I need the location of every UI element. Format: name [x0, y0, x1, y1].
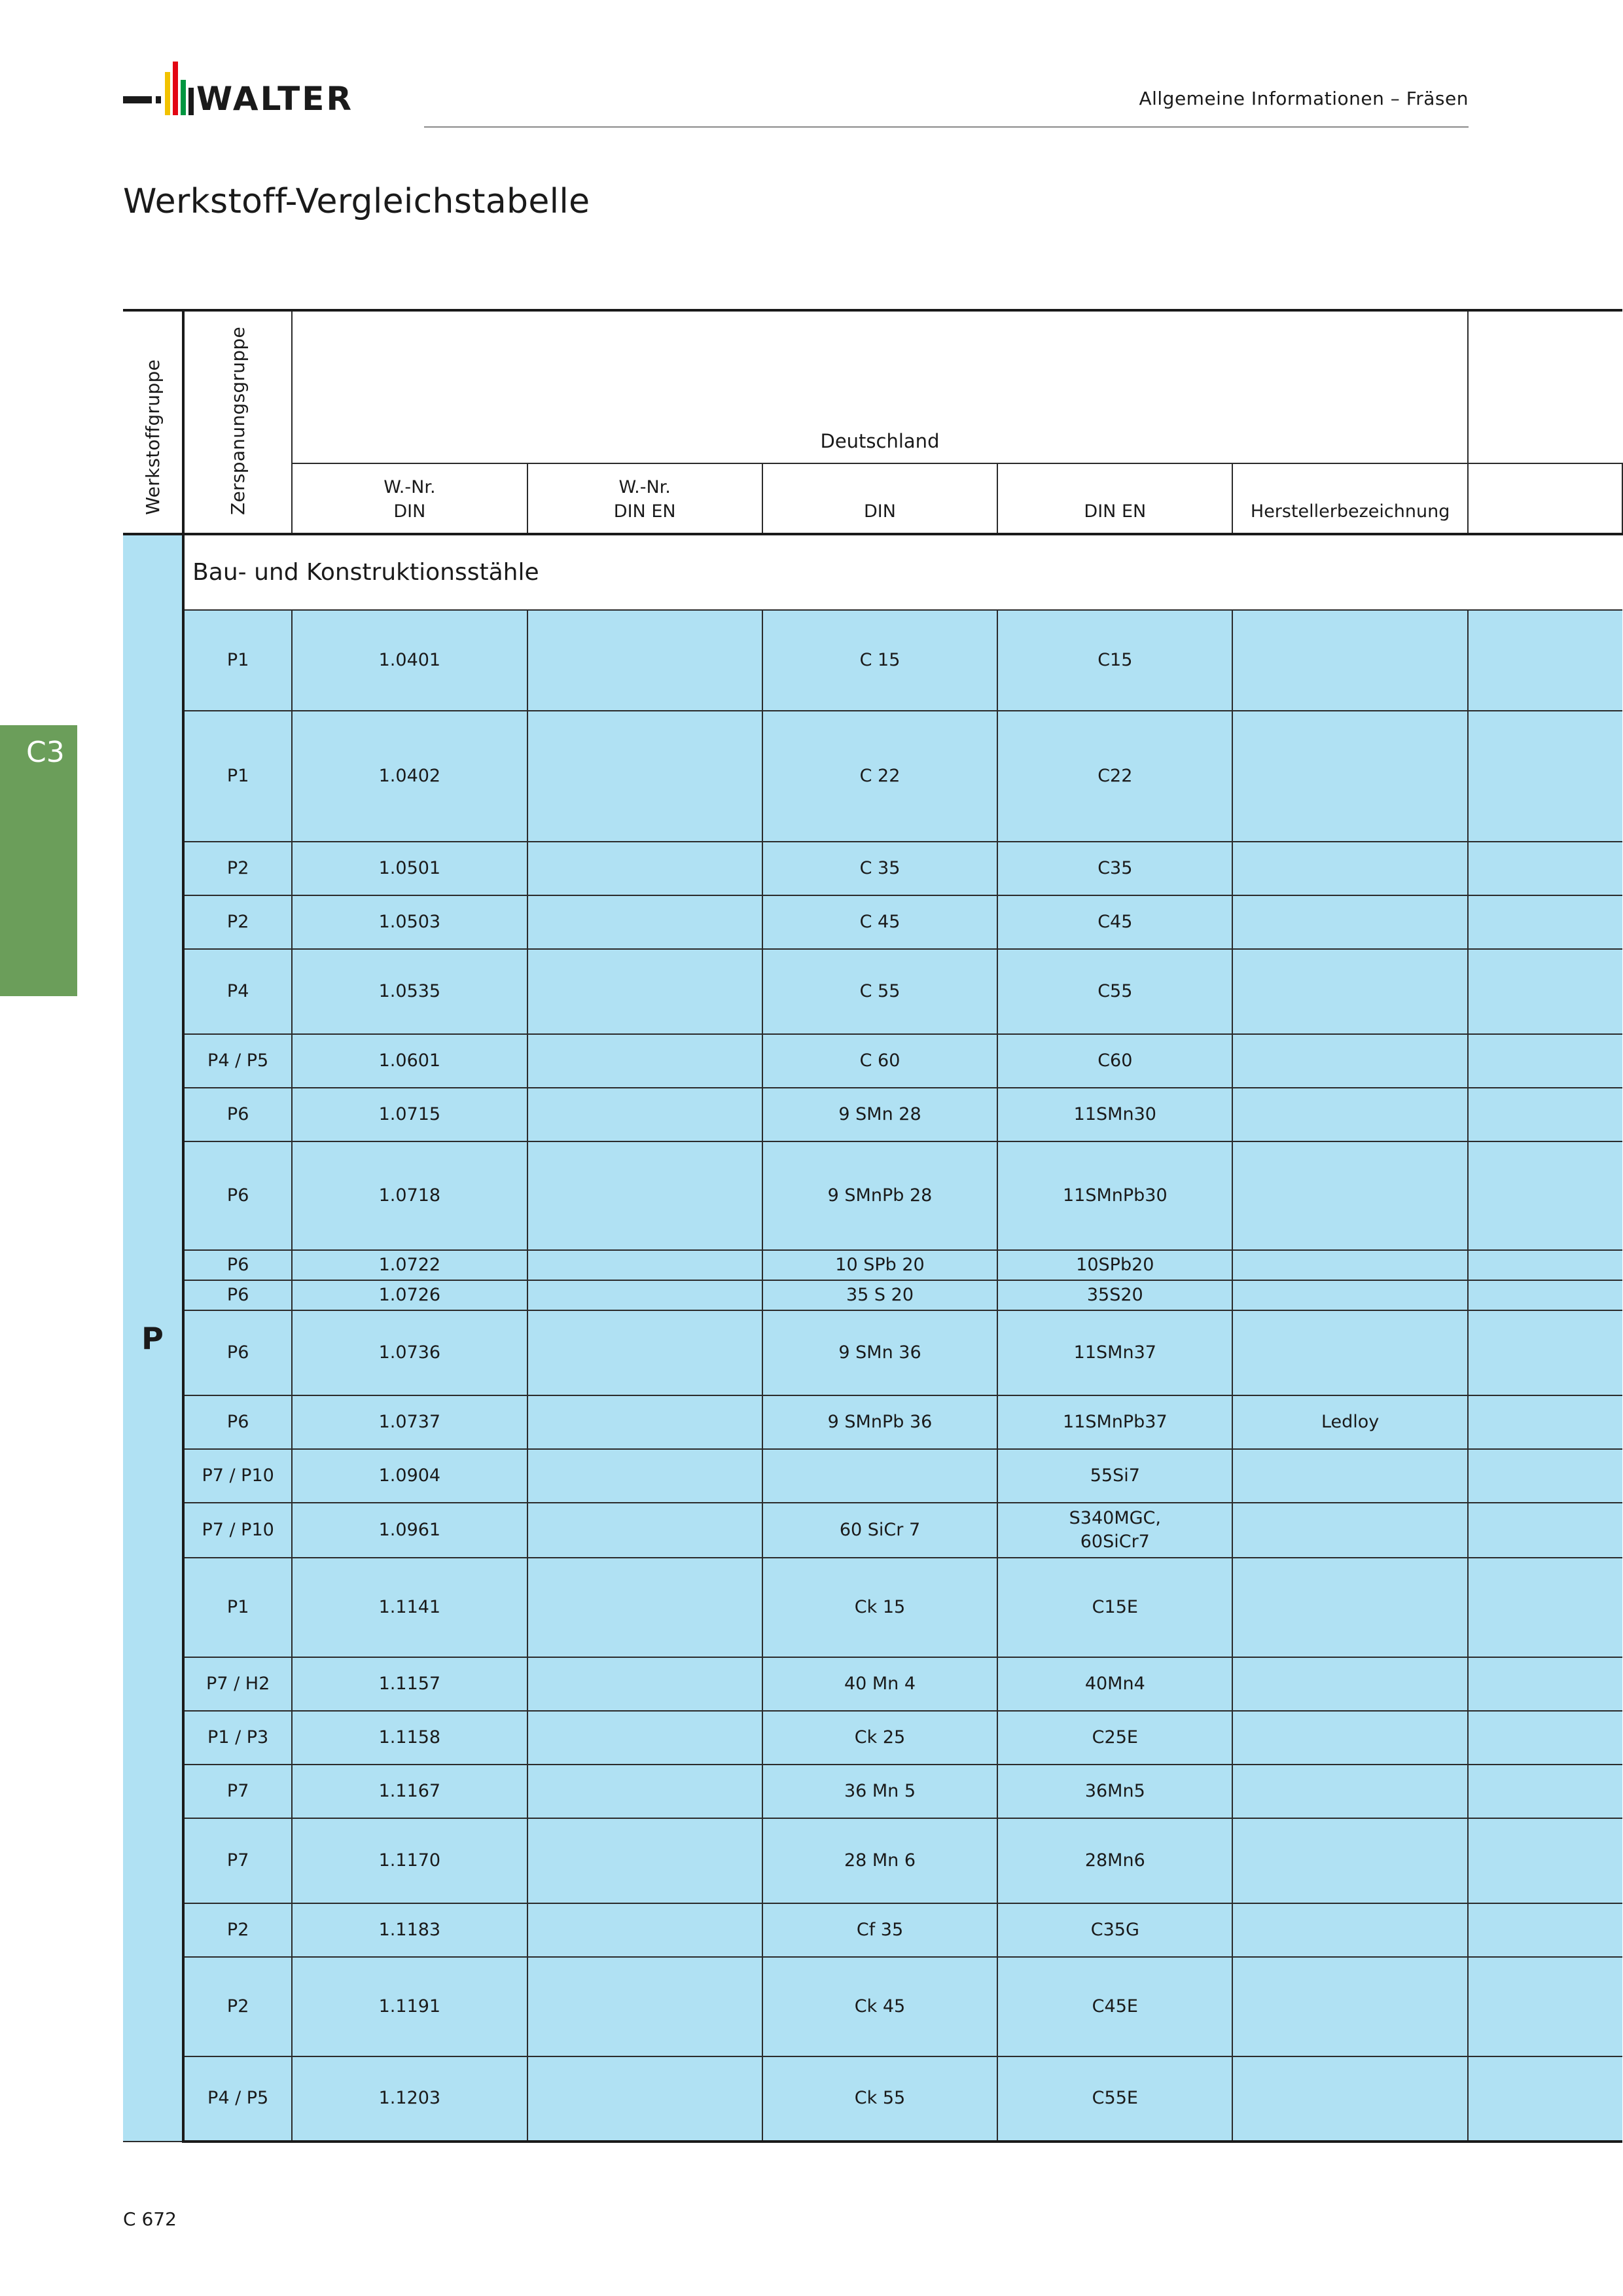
cell-din: 28 Mn 6 — [762, 1818, 997, 1903]
cell-wnr-din: 1.0737 — [292, 1395, 527, 1449]
cell-wnr-din: 1.0503 — [292, 895, 527, 949]
cell-din: 9 SMn 36 — [762, 1310, 997, 1395]
cell-hersteller — [1232, 1250, 1467, 1280]
cell-din: Cf 35 — [762, 1903, 997, 1957]
walter-logo — [123, 60, 398, 132]
group-letter: P — [123, 534, 183, 2142]
cell-din: C 15 — [762, 610, 997, 711]
cell-din: 9 SMnPb 28 — [762, 1141, 997, 1250]
table-row — [123, 1903, 1622, 1957]
cell-wnr-dinen — [527, 1088, 762, 1141]
cell-next-country — [1468, 2056, 1622, 2142]
cell-zsp: P4 — [183, 949, 292, 1034]
cell-wnr-din: 1.1170 — [292, 1818, 527, 1903]
table-row — [123, 1558, 1622, 1657]
cell-dinen: C35 — [997, 842, 1232, 895]
cell-din: 9 SMnPb 36 — [762, 1395, 997, 1449]
cell-wnr-dinen — [527, 1558, 762, 1657]
cell-dinen: 11SMnPb37 — [997, 1395, 1232, 1449]
cell-wnr-din: 1.1157 — [292, 1657, 527, 1711]
cell-wnr-din: 1.0961 — [292, 1503, 527, 1558]
cell-wnr-din: 1.0718 — [292, 1141, 527, 1250]
cell-wnr-din: 1.1158 — [292, 1711, 527, 1765]
cell-wnr-dinen — [527, 2056, 762, 2142]
cell-din: 40 Mn 4 — [762, 1657, 997, 1711]
cell-wnr-din: 1.1167 — [292, 1765, 527, 1818]
cell-hersteller — [1232, 1711, 1467, 1765]
cell-dinen: 11SMn30 — [997, 1088, 1232, 1141]
cell-next-country — [1468, 1250, 1622, 1280]
cell-hersteller — [1232, 1141, 1467, 1250]
cell-next-country — [1468, 1818, 1622, 1903]
cell-din: C 55 — [762, 949, 997, 1034]
cell-next-country — [1468, 610, 1622, 711]
cell-zsp: P6 — [183, 1280, 292, 1310]
table-row — [123, 1765, 1622, 1818]
cell-hersteller — [1232, 1449, 1467, 1503]
cell-dinen: S340MGC, 60SiCr7 — [997, 1503, 1232, 1558]
cell-next-country — [1468, 1141, 1622, 1250]
cell-zsp: P2 — [183, 895, 292, 949]
cell-wnr-dinen — [527, 1657, 762, 1711]
chapter-tab-label: C3 — [26, 736, 65, 769]
cell-din: 60 SiCr 7 — [762, 1503, 997, 1558]
cell-wnr-dinen — [527, 949, 762, 1034]
cell-wnr-dinen — [527, 1280, 762, 1310]
logo-wordmark: WALTER — [196, 80, 353, 118]
table-row — [123, 1818, 1622, 1903]
table-row — [123, 1711, 1622, 1765]
cell-zsp: P4 / P5 — [183, 2056, 292, 2142]
cell-hersteller — [1232, 711, 1467, 842]
cell-din: Ck 45 — [762, 1957, 997, 2056]
cell-din: 36 Mn 5 — [762, 1765, 997, 1818]
cell-dinen: 40Mn4 — [997, 1657, 1232, 1711]
cell-wnr-dinen — [527, 1957, 762, 2056]
header-country: Deutschland — [292, 310, 1468, 463]
cell-wnr-din: 1.1183 — [292, 1903, 527, 1957]
material-comparison-table — [123, 309, 1623, 2143]
header-next-country-sub — [1468, 463, 1622, 534]
cell-din: Ck 15 — [762, 1558, 997, 1657]
cell-dinen: 11SMn37 — [997, 1310, 1232, 1395]
cell-wnr-din: 1.0601 — [292, 1034, 527, 1088]
cell-dinen: C25E — [997, 1711, 1232, 1765]
header-hersteller: Herstellerbezeichnung — [1232, 463, 1467, 534]
page-number: C 672 — [123, 2208, 177, 2230]
cell-hersteller — [1232, 1765, 1467, 1818]
cell-wnr-din: 1.1191 — [292, 1957, 527, 2056]
cell-zsp: P7 / H2 — [183, 1657, 292, 1711]
cell-dinen: C35G — [997, 1903, 1232, 1957]
cell-wnr-din: 1.0715 — [292, 1088, 527, 1141]
cell-zsp: P2 — [183, 842, 292, 895]
cell-hersteller — [1232, 1558, 1467, 1657]
header-din: DIN — [762, 463, 997, 534]
cell-wnr-dinen — [527, 1449, 762, 1503]
table-row — [123, 1957, 1622, 2056]
section-title: Bau- und Konstruktionsstähle — [183, 534, 1622, 610]
cell-hersteller — [1232, 949, 1467, 1034]
cell-wnr-dinen — [527, 1903, 762, 1957]
cell-next-country — [1468, 1280, 1622, 1310]
cell-next-country — [1468, 1088, 1622, 1141]
cell-dinen: C22 — [997, 711, 1232, 842]
cell-next-country — [1468, 1449, 1622, 1503]
cell-next-country — [1468, 1903, 1622, 1957]
table-row — [123, 842, 1622, 895]
section-heading: Allgemeine Informationen – Fräsen — [1139, 88, 1469, 109]
cell-next-country — [1468, 1558, 1622, 1657]
chapter-tab — [0, 725, 77, 996]
cell-wnr-din: 1.0535 — [292, 949, 527, 1034]
cell-dinen: C60 — [997, 1034, 1232, 1088]
cell-wnr-dinen — [527, 1765, 762, 1818]
header-wnr-dinen: W.-Nr. DIN EN — [527, 463, 762, 534]
cell-next-country — [1468, 1503, 1622, 1558]
cell-wnr-dinen — [527, 1503, 762, 1558]
cell-hersteller — [1232, 1657, 1467, 1711]
header-werkstoffgruppe: Werkstoffgruppe — [123, 310, 183, 534]
cell-din: C 35 — [762, 842, 997, 895]
cell-next-country — [1468, 1034, 1622, 1088]
cell-hersteller — [1232, 610, 1467, 711]
cell-dinen: C15 — [997, 610, 1232, 711]
cell-zsp: P4 / P5 — [183, 1034, 292, 1088]
cell-next-country — [1468, 1395, 1622, 1449]
cell-hersteller — [1232, 1903, 1467, 1957]
header-zerspanungsgruppe: Zerspanungsgruppe — [183, 310, 292, 534]
cell-din: C 45 — [762, 895, 997, 949]
table-row — [123, 1503, 1622, 1558]
header-dinen: DIN EN — [997, 463, 1232, 534]
cell-zsp: P7 — [183, 1765, 292, 1818]
header-next-country — [1468, 310, 1622, 463]
table-row — [123, 1250, 1622, 1280]
cell-din: C 60 — [762, 1034, 997, 1088]
cell-wnr-din: 1.1141 — [292, 1558, 527, 1657]
cell-zsp: P6 — [183, 1141, 292, 1250]
cell-wnr-din: 1.1203 — [292, 2056, 527, 2142]
cell-wnr-dinen — [527, 1034, 762, 1088]
cell-wnr-dinen — [527, 610, 762, 711]
cell-wnr-dinen — [527, 842, 762, 895]
cell-zsp: P7 / P10 — [183, 1449, 292, 1503]
cell-hersteller — [1232, 1088, 1467, 1141]
cell-dinen: C45 — [997, 895, 1232, 949]
cell-next-country — [1468, 842, 1622, 895]
table-row — [123, 1088, 1622, 1141]
cell-dinen: C55E — [997, 2056, 1232, 2142]
cell-din: 9 SMn 28 — [762, 1088, 997, 1141]
table-row — [123, 2056, 1622, 2142]
cell-wnr-dinen — [527, 895, 762, 949]
cell-hersteller — [1232, 842, 1467, 895]
cell-dinen: C15E — [997, 1558, 1232, 1657]
cell-zsp: P7 / P10 — [183, 1503, 292, 1558]
cell-dinen: 10SPb20 — [997, 1250, 1232, 1280]
cell-din: 10 SPb 20 — [762, 1250, 997, 1280]
cell-next-country — [1468, 1657, 1622, 1711]
cell-wnr-din: 1.0726 — [292, 1280, 527, 1310]
cell-zsp: P2 — [183, 1903, 292, 1957]
cell-zsp: P7 — [183, 1818, 292, 1903]
table-row — [123, 895, 1622, 949]
table-row — [123, 610, 1622, 711]
cell-zsp: P6 — [183, 1310, 292, 1395]
page-title: Werkstoff-Vergleichstabelle — [123, 182, 590, 221]
cell-wnr-dinen — [527, 1818, 762, 1903]
cell-dinen: C55 — [997, 949, 1232, 1034]
cell-zsp: P1 / P3 — [183, 1711, 292, 1765]
cell-zsp: P6 — [183, 1395, 292, 1449]
table-row — [123, 1141, 1622, 1250]
cell-hersteller — [1232, 895, 1467, 949]
table-row — [123, 1657, 1622, 1711]
cell-wnr-din: 1.0736 — [292, 1310, 527, 1395]
table-row — [123, 711, 1622, 842]
cell-din: Ck 55 — [762, 2056, 997, 2142]
cell-hersteller — [1232, 1503, 1467, 1558]
header-wnr-din: W.-Nr. DIN — [292, 463, 527, 534]
cell-next-country — [1468, 949, 1622, 1034]
cell-next-country — [1468, 895, 1622, 949]
cell-hersteller — [1232, 1310, 1467, 1395]
cell-din: C 22 — [762, 711, 997, 842]
cell-hersteller: Ledloy — [1232, 1395, 1467, 1449]
table-row — [123, 949, 1622, 1034]
cell-dinen: 35S20 — [997, 1280, 1232, 1310]
cell-wnr-din: 1.0401 — [292, 610, 527, 711]
cell-hersteller — [1232, 1957, 1467, 2056]
cell-hersteller — [1232, 1818, 1467, 1903]
cell-dinen: 28Mn6 — [997, 1818, 1232, 1903]
cell-dinen: 55Si7 — [997, 1449, 1232, 1503]
cell-next-country — [1468, 1310, 1622, 1395]
cell-zsp: P1 — [183, 711, 292, 842]
cell-wnr-dinen — [527, 1310, 762, 1395]
cell-next-country — [1468, 1957, 1622, 2056]
table-row — [123, 1034, 1622, 1088]
cell-din: 35 S 20 — [762, 1280, 997, 1310]
cell-zsp: P1 — [183, 610, 292, 711]
table-row — [123, 1310, 1622, 1395]
cell-dinen: 36Mn5 — [997, 1765, 1232, 1818]
cell-hersteller — [1232, 1280, 1467, 1310]
cell-next-country — [1468, 711, 1622, 842]
header-divider — [424, 126, 1469, 128]
cell-wnr-dinen — [527, 711, 762, 842]
cell-wnr-dinen — [527, 1141, 762, 1250]
cell-dinen: C45E — [997, 1957, 1232, 2056]
cell-dinen: 11SMnPb30 — [997, 1141, 1232, 1250]
cell-zsp: P1 — [183, 1558, 292, 1657]
cell-next-country — [1468, 1711, 1622, 1765]
cell-wnr-din: 1.0722 — [292, 1250, 527, 1280]
cell-wnr-din: 1.0904 — [292, 1449, 527, 1503]
cell-wnr-din: 1.0402 — [292, 711, 527, 842]
table-row — [123, 1449, 1622, 1503]
table-row — [123, 1395, 1622, 1449]
cell-din — [762, 1449, 997, 1503]
cell-next-country — [1468, 1765, 1622, 1818]
cell-wnr-din: 1.0501 — [292, 842, 527, 895]
cell-zsp: P6 — [183, 1250, 292, 1280]
cell-hersteller — [1232, 1034, 1467, 1088]
cell-zsp: P2 — [183, 1957, 292, 2056]
cell-wnr-dinen — [527, 1711, 762, 1765]
cell-zsp: P6 — [183, 1088, 292, 1141]
cell-hersteller — [1232, 2056, 1467, 2142]
cell-wnr-dinen — [527, 1250, 762, 1280]
cell-wnr-dinen — [527, 1395, 762, 1449]
cell-din: Ck 25 — [762, 1711, 997, 1765]
table-row — [123, 1280, 1622, 1310]
